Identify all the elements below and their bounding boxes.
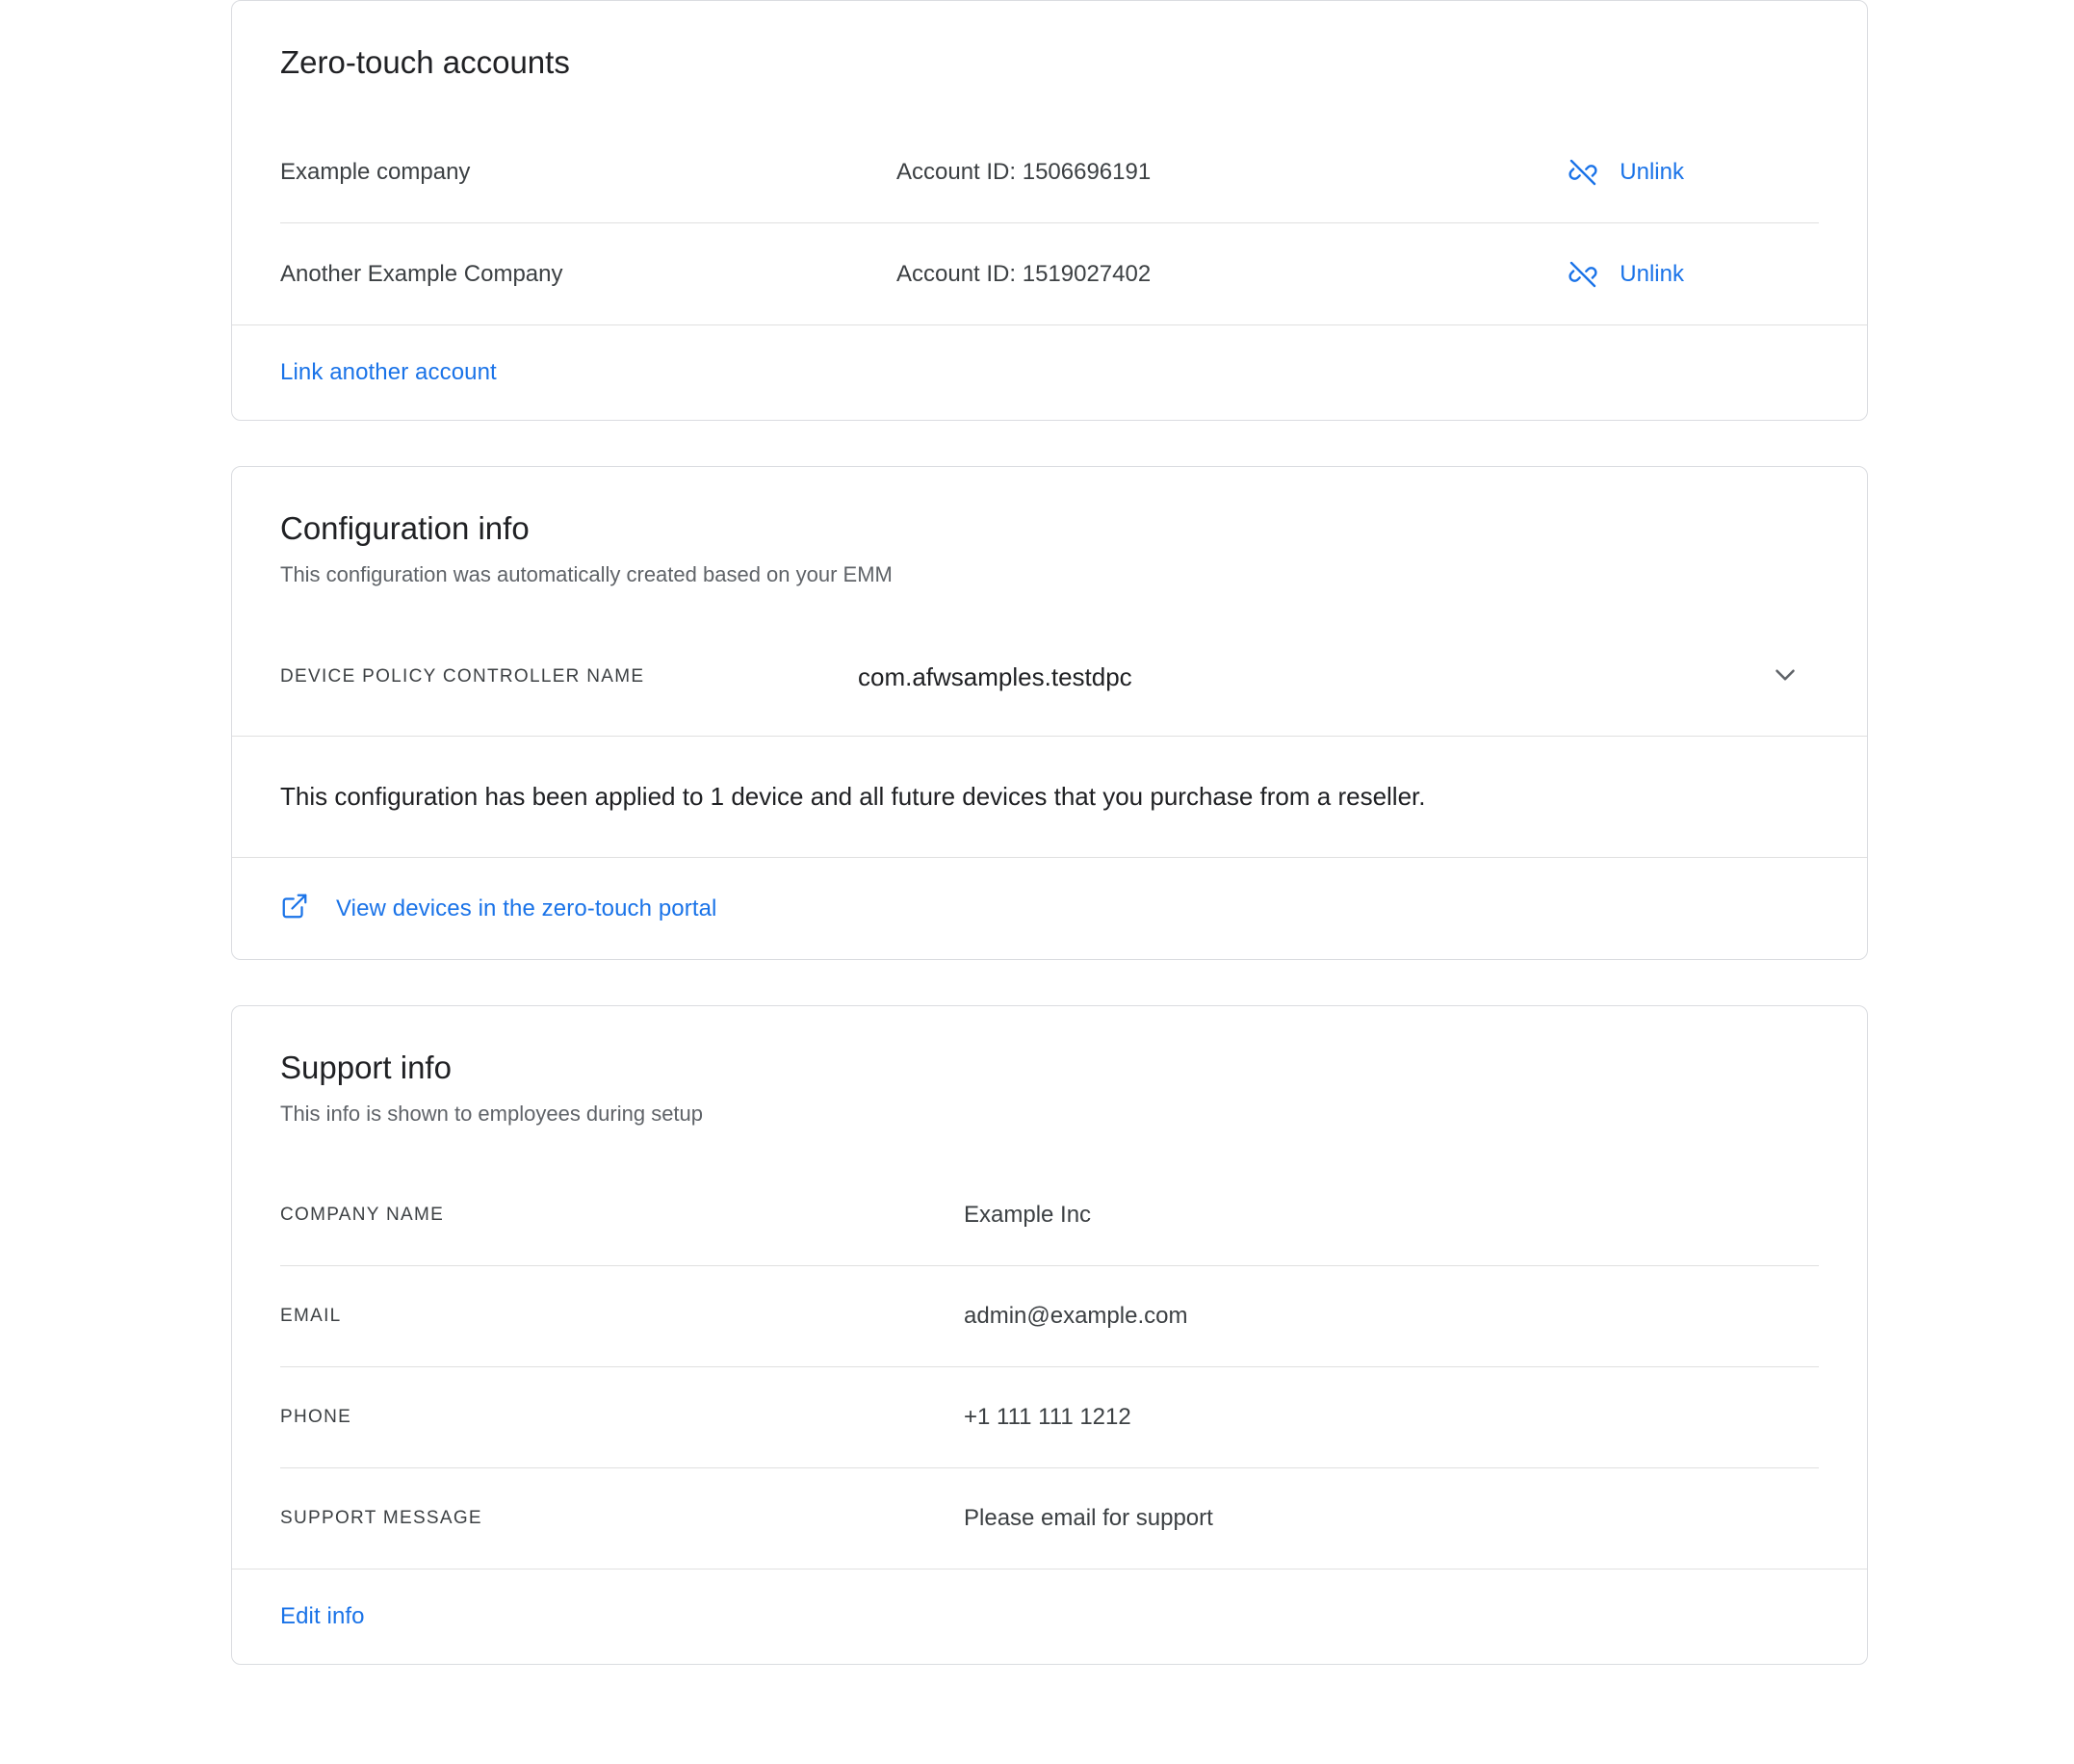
view-devices-portal-link[interactable]: View devices in the zero-touch portal (336, 895, 717, 921)
table-row (280, 223, 1819, 324)
table-row (280, 1266, 1819, 1367)
device-policy-controller-row[interactable] (232, 618, 1867, 737)
configuration-applied-text: This configuration has been applied to 1 device and all future devices that you purchase from a reseller. (232, 737, 1867, 858)
edit-info-button[interactable]: Edit info (280, 1603, 365, 1629)
table-row (280, 1165, 1819, 1266)
chevron-down-icon[interactable] (1769, 659, 1819, 696)
device-policy-controller-label: DEVICE POLICY CONTROLLER NAME (280, 666, 645, 687)
unlink-label: Unlink (1620, 158, 1684, 185)
support-field-label: PHONE (280, 1407, 352, 1427)
zero-touch-portal-row[interactable] (232, 858, 1867, 959)
external-link-icon (280, 892, 309, 925)
support-field-value: Example Inc (964, 1202, 1092, 1228)
zero-touch-accounts-card (231, 0, 1868, 421)
account-id: Account ID: 1506696191 (896, 158, 1152, 185)
zero-touch-card-footer (232, 324, 1867, 420)
support-info-card (231, 1005, 1868, 1665)
table-row (280, 121, 1819, 223)
account-id: Account ID: 1519027402 (896, 260, 1152, 287)
table-row (280, 1367, 1819, 1468)
unlink-button[interactable] (1568, 259, 1819, 290)
device-policy-controller-value: com.afwsamples.testdpc (858, 662, 1132, 691)
support-field-label: COMPANY NAME (280, 1205, 445, 1225)
support-info-table (232, 1165, 1867, 1569)
zero-touch-title: Zero-touch accounts (280, 44, 570, 80)
configuration-info-card (231, 466, 1868, 960)
account-name: Example company (280, 158, 471, 185)
link-another-account-button[interactable]: Link another account (280, 359, 497, 385)
configuration-title: Configuration info (280, 510, 530, 546)
support-field-label: EMAIL (280, 1306, 342, 1326)
unlink-icon (1568, 157, 1598, 188)
support-title: Support info (280, 1050, 452, 1085)
unlink-label: Unlink (1620, 260, 1684, 287)
support-field-value: +1 111 111 1212 (964, 1404, 1131, 1430)
unlink-icon (1568, 259, 1598, 290)
zero-touch-account-list (232, 121, 1867, 324)
support-field-value: Please email for support (964, 1505, 1213, 1531)
account-name: Another Example Company (280, 260, 563, 287)
table-row (280, 1468, 1819, 1569)
support-subtitle: This info is shown to employees during setup (280, 1102, 704, 1126)
unlink-button[interactable] (1568, 157, 1819, 188)
support-field-value: admin@example.com (964, 1303, 1188, 1329)
support-field-label: SUPPORT MESSAGE (280, 1508, 482, 1528)
support-card-footer (232, 1569, 1867, 1664)
configuration-subtitle: This configuration was automatically created based on your EMM (280, 562, 893, 586)
